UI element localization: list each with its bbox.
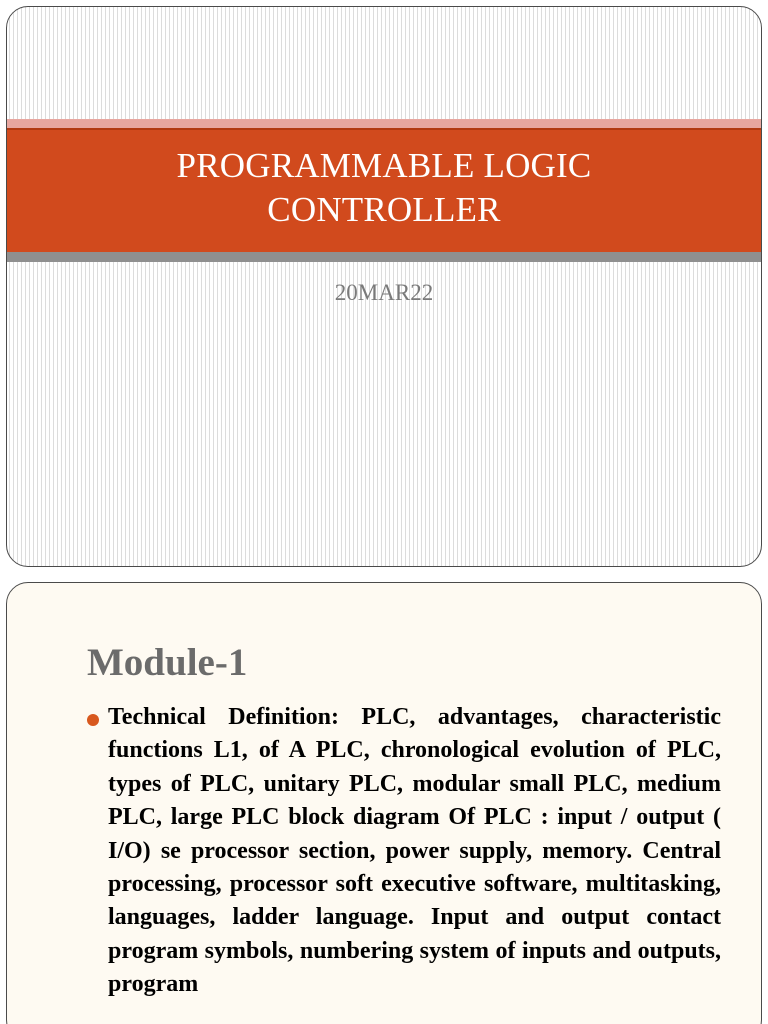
slide-subtitle: 20MAR22 [334, 280, 434, 305]
title-bottom-band [7, 252, 761, 262]
title-top-band [7, 119, 761, 128]
bullet-dot-icon [87, 714, 99, 726]
title-slide [6, 6, 762, 567]
module-bullet-text: Technical Definition: PLC, advantages, characteristic functions L1, of A PLC, chronological evolution of PLC, types of PLC, unitary PLC, modular small PLC, medium PLC, large PLC block diagram Of PLC : input / output ( I/O) se processor section, power supply, memory. Central processing, processor soft executive software, multitasking, languages, ladder language. Input and output contact program symbols, numbering system of inputs and outputs, program [108, 704, 721, 998]
slide-title-line-2: CONTROLLER [267, 190, 501, 229]
module-heading: Module-1 [87, 641, 248, 684]
module-slide [6, 582, 762, 1024]
slide-title [7, 144, 761, 232]
slide-title-line-1: PROGRAMMABLE LOGIC [176, 146, 592, 185]
